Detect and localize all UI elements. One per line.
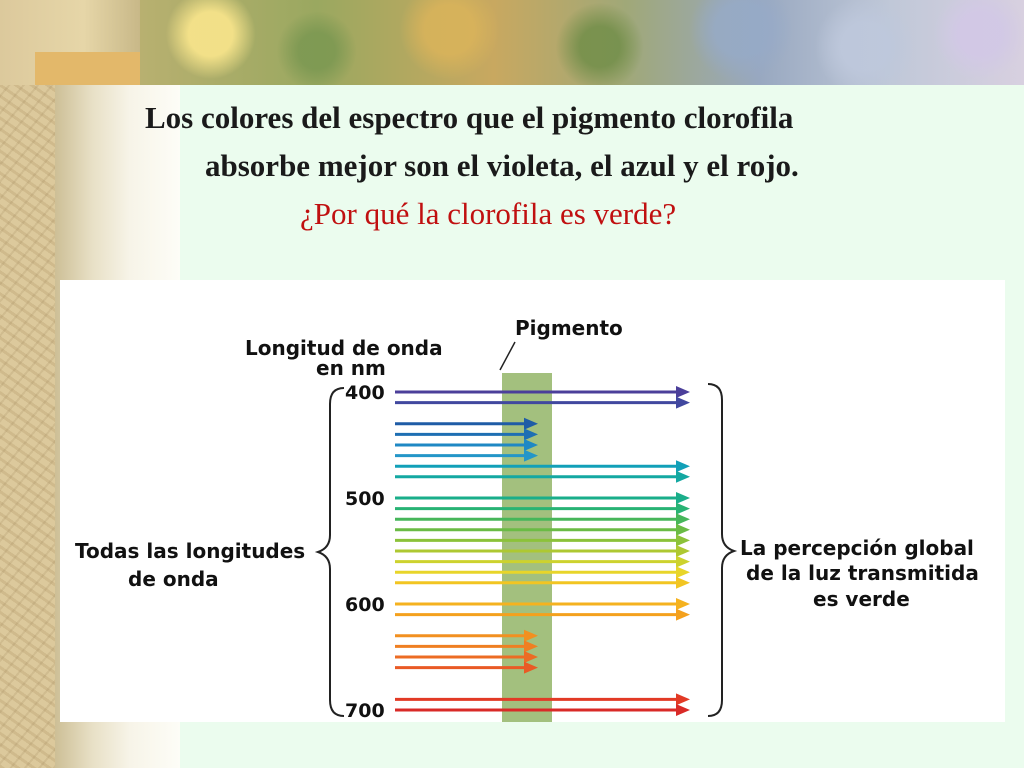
wavelength-tick-label: 500 bbox=[345, 488, 385, 510]
title-line-1: Los colores del espectro que el pigmento clorofila bbox=[145, 100, 794, 135]
ray-arrowhead bbox=[676, 397, 690, 409]
ray-arrowhead bbox=[676, 471, 690, 483]
ray-arrowhead bbox=[676, 460, 690, 472]
ray-arrowhead bbox=[676, 556, 690, 568]
ray-arrowhead bbox=[676, 609, 690, 621]
banner-accent-strip bbox=[35, 52, 140, 85]
ray-arrowhead bbox=[676, 492, 690, 504]
right-brace bbox=[708, 384, 734, 716]
ray-arrowhead bbox=[676, 545, 690, 557]
title-line-2: absorbe mejor son el violeta, el azul y el rojo. bbox=[205, 148, 799, 183]
ray-arrowhead bbox=[676, 566, 690, 578]
slide-question: ¿Por qué la clorofila es verde? bbox=[300, 196, 677, 231]
spectrum-diagram bbox=[60, 280, 1005, 722]
ray-arrowhead bbox=[676, 524, 690, 536]
wavelength-tick-label: 400 bbox=[345, 382, 385, 404]
ray-arrowhead bbox=[676, 386, 690, 398]
ray-arrowhead bbox=[676, 503, 690, 515]
pigment-label: Pigmento bbox=[515, 316, 623, 340]
left-label-line2: de onda bbox=[128, 567, 219, 591]
ray-arrowhead bbox=[676, 513, 690, 525]
header-banner-image bbox=[140, 0, 1024, 85]
ray-arrowhead bbox=[676, 577, 690, 589]
right-label-line3: es verde bbox=[813, 587, 910, 611]
paper-texture bbox=[0, 0, 55, 768]
wavelength-label-line1: Longitud de onda bbox=[245, 336, 443, 360]
wavelength-tick-label: 700 bbox=[345, 700, 385, 722]
left-brace bbox=[318, 388, 344, 716]
right-label-line1: La percepción global bbox=[740, 536, 974, 560]
pigment-pointer-line bbox=[500, 342, 515, 370]
wavelength-tick-label: 600 bbox=[345, 594, 385, 616]
ray-arrowhead bbox=[676, 693, 690, 705]
slide-title bbox=[145, 94, 1005, 190]
ray-arrowhead bbox=[676, 704, 690, 716]
wavelength-label-line2: en nm bbox=[316, 356, 386, 380]
ray-arrowhead bbox=[676, 598, 690, 610]
left-label-line1: Todas las longitudes bbox=[75, 539, 306, 563]
spectrum-figure bbox=[60, 280, 1005, 722]
ray-arrowhead bbox=[676, 534, 690, 546]
right-label-line2: de la luz transmitida bbox=[746, 561, 979, 585]
